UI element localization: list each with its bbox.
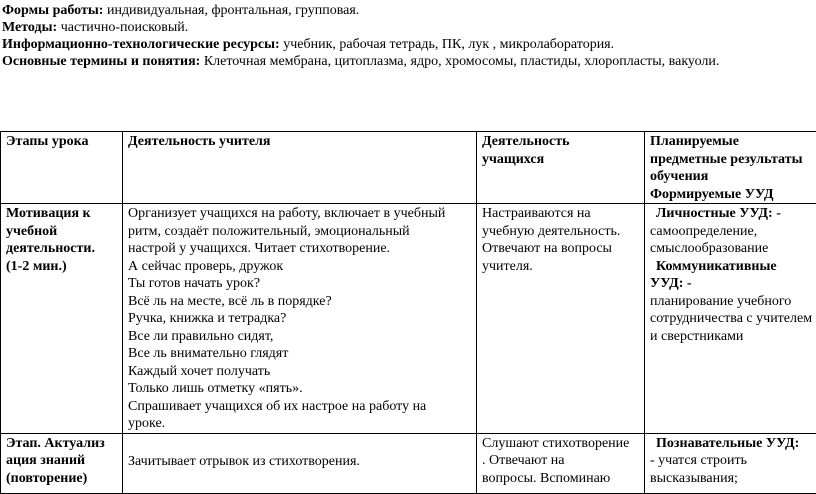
terms-label: Основные термины и понятия:	[2, 54, 200, 69]
header-students: Деятельность учащихся	[477, 132, 645, 204]
resources-label: Информационно-технологические ресурсы:	[2, 37, 280, 52]
table-header-row	[1, 132, 816, 204]
stage-actualization: Этап. Актуализ ация знаний (повторение)	[1, 433, 123, 493]
forms-label: Формы работы:	[2, 3, 103, 18]
forms-value: индивидуальная, фронтальная, групповая.	[107, 3, 359, 18]
table-row-actualization	[1, 433, 816, 493]
resources-line	[2, 36, 614, 53]
methods-label: Методы:	[2, 20, 57, 35]
methods-line	[2, 19, 188, 36]
table-row-motivation	[1, 204, 816, 434]
stage-motivation: Мотивация к учебной деятельности. (1-2 мин.)	[1, 204, 123, 434]
methods-value: частично-поисковый.	[61, 20, 189, 35]
header-teacher: Деятельность учителя	[123, 132, 477, 204]
forms-line	[2, 2, 359, 19]
header-results: Планируемые предметные результаты обучения Формируемые УУД	[645, 132, 816, 204]
lesson-table	[0, 131, 816, 494]
student-activity-motivation: Настраиваются на учебную деятельность. Отвечают на вопросы учителя.	[477, 204, 645, 434]
terms-line	[2, 53, 719, 70]
results-motivation: Личностные УУД: - самоопределение, смыслообразование Коммуникативные УУД: - планирование учебного сотрудничества с учителем и сверстниками	[645, 204, 816, 434]
terms-value: Клеточная мембрана, цитоплазма, ядро, хромосомы, пластиды, хлоропласты, вакуоли.	[204, 54, 720, 69]
results-actualization: Познавательные УУД: - учатся строить высказывания;	[645, 433, 816, 493]
teacher-activity-motivation: Организует учащихся на работу, включает в учебный ритм, создаёт положительный, эмоциональный настрой у учащихся. Читает стихотворение. А сейчас проверь, дружок Ты готов начать урок? Всё ль на месте, всё ль в порядке? Ручка, книжка и тетрадка? Все ли правильно сидят, Все ль внимательно глядят Каждый хочет получать Только лишь отметку «пять». Спрашивает учащихся об их настрое на работу на уроке.	[123, 204, 477, 434]
header-stage: Этапы урока	[1, 132, 123, 204]
teacher-activity-actualization: Зачитывает отрывок из стихотворения.	[123, 433, 477, 493]
student-activity-actualization: Слушают стихотворение . Отвечают на вопросы. Вспоминаю	[477, 433, 645, 493]
resources-value: учебник, рабочая тетрадь, ПК, лук , микролаборатория.	[283, 37, 614, 52]
